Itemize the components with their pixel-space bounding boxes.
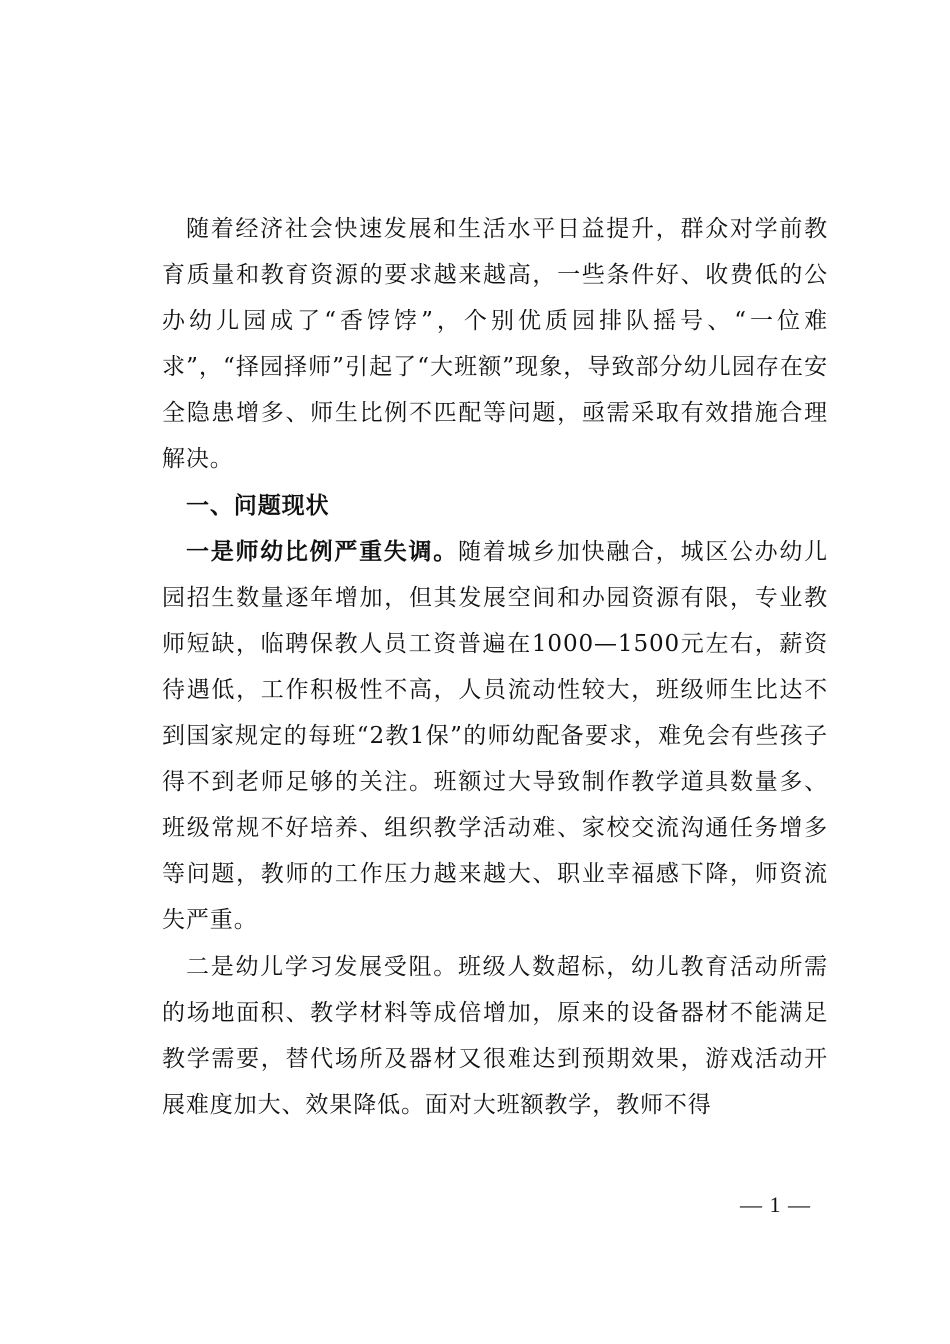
paragraph-body: 随着城乡加快融合，城区公办幼儿园招生数量逐年增加，但其发展空间和办园资源有限，专业教师短缺，临聘保教人员工资普遍在1000—1500元左右，薪资待遇低，工作积极性不高，人员流动性较大，班级师生比达不到国家规定的每班“2教1保”的师幼配备要求，难免会有些孩子得不到老师足够的关注。班额过大导致制作教学道具数量多、班级常规不好培养、组织教学活动难、家校交流沟通任务增多等问题，教师的工作压力越来越大、职业幸福感下降，师资流失严重。	[162, 538, 829, 934]
paragraph-teacher-ratio	[162, 529, 828, 944]
paragraph-child-development: 二是幼儿学习发展受阻。班级人数超标，幼儿教育活动所需的场地面积、教学材料等成倍增加，原来的设备器材不能满足教学需要，替代场所及器材又很难达到预期效果，游戏活动开展难度加大、效果降低。面对大班额教学，教师不得	[162, 953, 828, 1118]
section-heading: 一、问题现状	[186, 492, 330, 519]
paragraph-lead: 一是师幼比例严重失调。	[186, 538, 458, 565]
page-number: — 1 —	[740, 1192, 811, 1217]
document-page	[162, 206, 828, 1128]
intro-paragraph: 随着经济社会快速发展和生活水平日益提升，群众对学前教育质量和教育资源的要求越来越高，一些条件好、收费低的公办幼儿园成了“香饽饽”，个别优质园排队摇号、“一位难求”，“择园择师”引起了“大班额”现象，导致部分幼儿园存在安全隐患增多、师生比例不匹配等问题，亟需采取有效措施合理解决。	[162, 216, 828, 473]
